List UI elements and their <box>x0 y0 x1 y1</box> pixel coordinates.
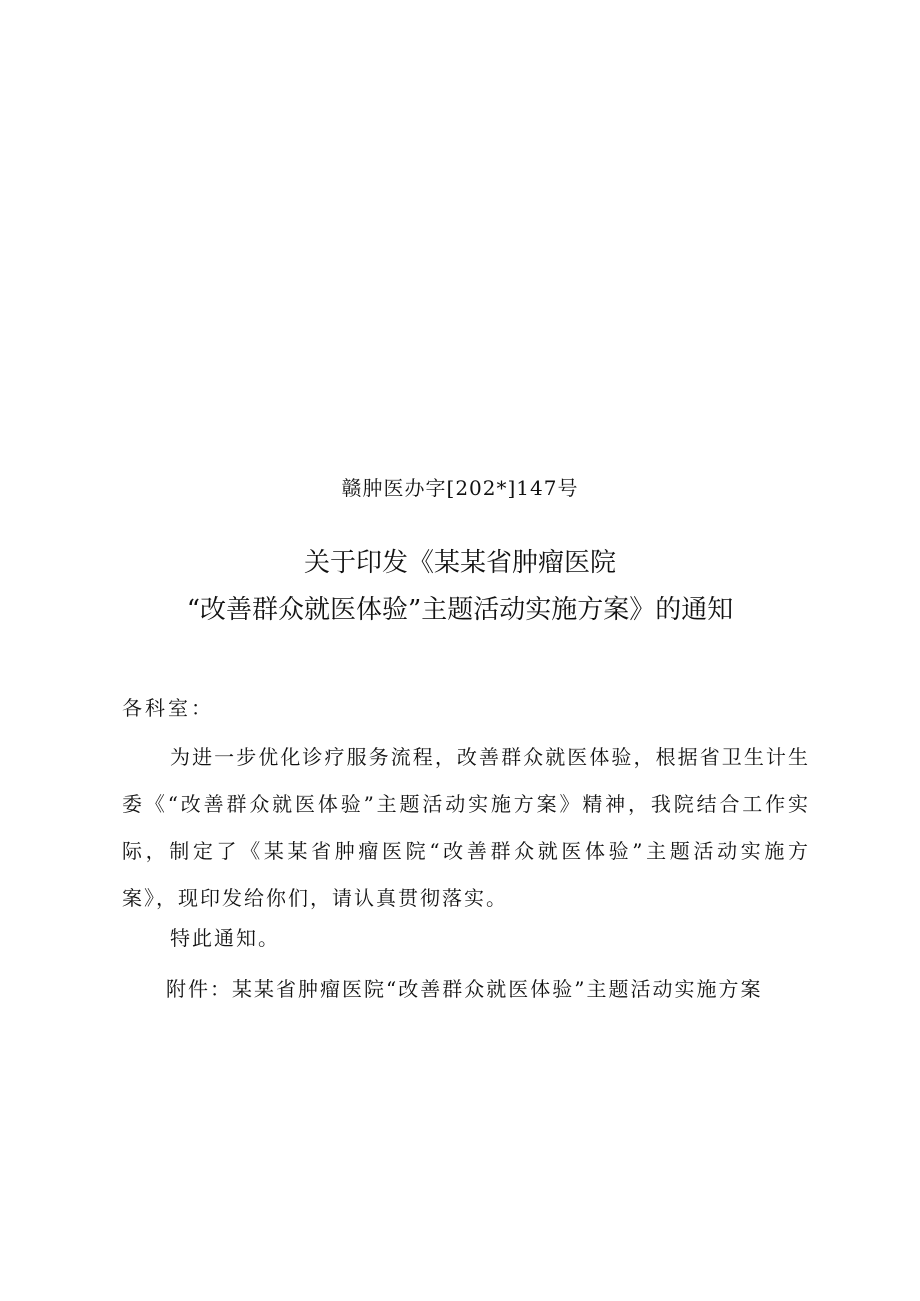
document-title <box>0 540 920 634</box>
attachment-line: 附件：某某省肿瘤医院“改善群众就医体验”主题活动实施方案 <box>166 977 763 1001</box>
body-paragraph: 为进一步优化诊疗服务流程，改善群众就医体验，根据省卫生计生委《“改善群众就医体验”主题活动实施方案》精神，我院结合工作实际，制定了《某某省肿瘤医院“改善群众就医体验”主题活动实施方案》，现印发给你们，请认真贯彻落实。 <box>122 745 810 910</box>
title-line-1: 关于印发《某某省肿瘤医院 <box>303 548 616 578</box>
salutation: 各科室： <box>122 696 214 720</box>
document-number: 赣肿医办字[202*]147号 <box>341 476 579 500</box>
closing-line: 特此通知。 <box>170 926 280 950</box>
title-line-2: “改善群众就医体验”主题活动实施方案》的通知 <box>186 595 734 625</box>
